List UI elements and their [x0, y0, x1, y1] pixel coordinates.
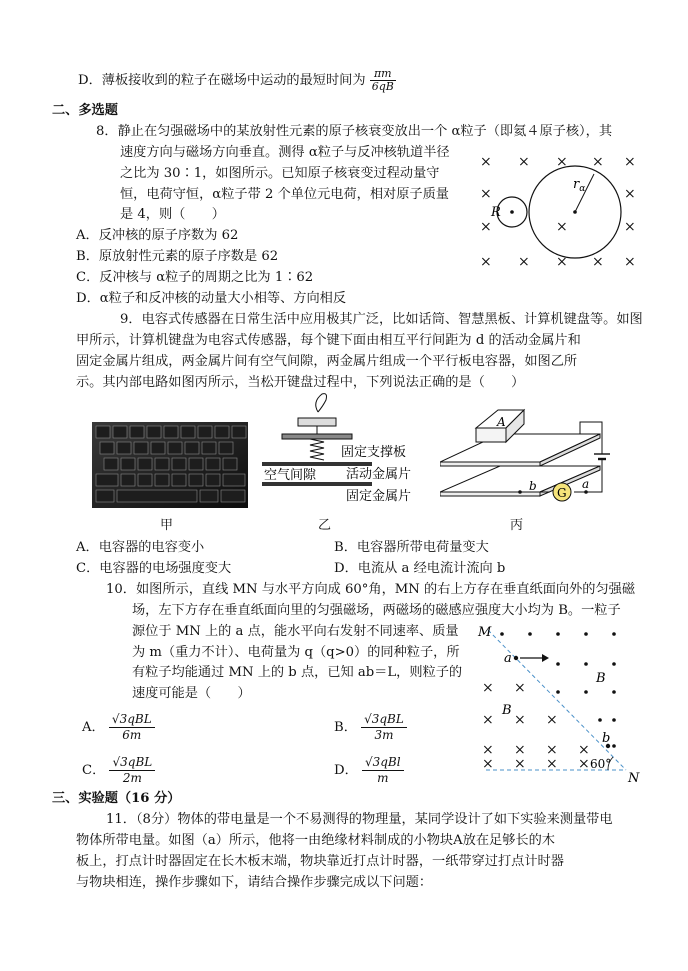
label-b: b [602, 731, 611, 746]
q9-line-2: 甲所示，计算机键盘为电容式传感器，每个键下面由相互平行间距为 d 的活动金属片和 [76, 333, 581, 348]
cross-mark: × [624, 186, 636, 202]
figure-caption-bing: 丙 [510, 518, 524, 533]
option-fraction [109, 755, 155, 786]
cross-mark: × [480, 219, 492, 235]
option-label: D． [334, 763, 358, 778]
finger-icon [316, 394, 327, 412]
q11-line-1: 11．（8分）物体的带电量是一个不易测得的物理量，某同学设计了如下实验来测量带电 [106, 812, 613, 827]
fraction-numerator: √3qBL [361, 712, 407, 728]
label-a: a [504, 651, 512, 666]
q8-option-d: D．α粒子和反冲核的动量大小相等、方向相反 [76, 291, 347, 306]
key-block-a-label: A [497, 415, 506, 429]
option-fraction [362, 755, 404, 786]
cross-marks [480, 154, 636, 270]
support-plate [282, 434, 352, 439]
label-field-out: B [596, 671, 606, 686]
q10-field-figure [474, 620, 646, 784]
recoil-radius-label: R [491, 205, 501, 220]
keyboard-photo [92, 422, 248, 508]
q9-line-4: 示。其内部电路如图丙所示，当松开键盘过程中，下列说法正确的是（ ） [76, 375, 525, 390]
key-capacitor-figure [262, 392, 432, 512]
fraction-denominator: 2m [122, 771, 142, 785]
fraction-numerator: √3qBl [362, 755, 404, 771]
q11-line-3: 板上，打点计时器固定在长木板末端，物块靠近打点计时器，一纸带穿过打点计时器 [76, 854, 564, 869]
label-field-in: B [502, 703, 512, 718]
q10-line-5: 有粒子均能通过 MN 上的 b 点，已知 ab＝L，则粒子的 [132, 665, 463, 680]
section-3-heading: 三、实验题（16 分） [52, 791, 181, 806]
velocity-arrow [542, 654, 549, 662]
cross-mark: × [546, 742, 558, 758]
cross-mark: × [482, 756, 494, 772]
q7-option-d [78, 68, 396, 93]
q8-line-2: 速度方向与磁场方向垂直。测得 α粒子与反冲核轨道半径 [120, 145, 450, 160]
figure-caption-yi: 乙 [318, 518, 332, 533]
section-2-heading: 二、多选题 [52, 103, 118, 118]
circuit-figure [440, 402, 630, 510]
cross-mark: × [624, 219, 636, 235]
option-label: B． [334, 720, 357, 735]
fraction-denominator: 3m [374, 728, 394, 742]
q11-line-2: 物体所带电量。如图（a）所示，他将一由绝缘材料制成的小物块A放在足够长的木 [76, 833, 555, 848]
fraction-denominator: 6qB [371, 80, 394, 93]
q10-line-4: 为 m（重力不计）、电荷量为 q（q>0）的同种粒子，所 [132, 645, 460, 660]
air-gap-label: 空气间隙 [264, 468, 317, 483]
point-a [514, 656, 518, 660]
q10-option-d [334, 755, 404, 786]
label-n: N [628, 771, 640, 784]
fraction-numerator: πm [370, 68, 396, 81]
angle-label: 60° [590, 757, 612, 771]
q9-option-a: A．电容器的电容变小 [76, 540, 205, 555]
q10-option-c [82, 755, 155, 786]
cross-mark: × [624, 254, 636, 270]
option-fraction [361, 712, 407, 743]
label-m: M [478, 625, 492, 640]
q8-option-a: A．反冲核的原子序数为 62 [76, 228, 239, 243]
q9-line-3: 固定金属片组成，两金属片间有空气间隙，两金属片组成一个平行板电容器，如图乙所 [76, 354, 578, 369]
cross-mark: × [556, 254, 568, 270]
fraction-numerator: √3qBL [109, 712, 155, 728]
q8-line-5: 是 4，则（ ） [120, 207, 225, 222]
support-plate-label: 固定支撑板 [341, 445, 407, 460]
cross-mark: × [482, 742, 494, 758]
cross-mark: × [518, 254, 530, 270]
cross-mark: × [578, 756, 590, 772]
q8-option-c: C．反冲核与 α粒子的周期之比为 1∶62 [76, 270, 314, 285]
cross-mark: × [514, 742, 526, 758]
cross-mark: × [546, 756, 558, 772]
q10-line-3: 源位于 MN 上的 a 点，能水平向右发射不同速率、质量 [132, 624, 459, 639]
q8-line-1: 8．静止在匀强磁场中的某放射性元素的原子核衰变放出一个 α粒子（即氦４原子核），其 [96, 124, 613, 139]
q8-option-b: B．原放射性元素的原子序数是 62 [76, 249, 279, 264]
fraction-denominator: m [377, 771, 389, 785]
cross-mark: × [546, 712, 558, 728]
q9-line-1: 9．电容式传感器在日常生活中应用极其广泛，比如话筒、智慧黑板、计算机键盘等。如图 [120, 312, 643, 327]
q9-option-d: D．电流从 a 经电流计流向 b [334, 561, 506, 576]
cross-mark: × [514, 712, 526, 728]
q9-option-c: C．电容器的电场强度变大 [76, 561, 232, 576]
q10-option-b [334, 712, 407, 743]
figure-caption-jia: 甲 [160, 518, 174, 533]
moving-plate-label: 活动金属片 [346, 467, 412, 482]
q7-option-d-fraction [370, 68, 396, 93]
spring [310, 439, 324, 460]
cross-mark: × [624, 154, 636, 170]
cross-mark: × [514, 680, 526, 696]
q11-line-4: 与物块相连，操作步骤如下，请结合操作步骤完成以下问题： [76, 875, 433, 890]
fraction-denominator: 6m [122, 728, 142, 742]
option-fraction [109, 712, 155, 743]
q8-line-4: 恒，电荷守恒，α粒子带 2 个单位元电荷，相对原子质量 [120, 187, 449, 202]
cross-mark: × [514, 756, 526, 772]
cross-mark: × [578, 742, 590, 758]
node-a-label: a [582, 477, 590, 491]
q9-option-b: B．电容器所带电荷量变大 [334, 540, 489, 555]
cross-mark: × [482, 712, 494, 728]
alpha-radius-label: $r_\alpha$ [573, 177, 586, 194]
galvanometer-label: G [557, 486, 567, 500]
fraction-numerator: √3qBL [109, 755, 155, 771]
q10-option-a [82, 712, 155, 743]
option-label: C． [82, 763, 106, 778]
key-cap [298, 418, 336, 426]
cross-mark: × [556, 154, 568, 170]
cross-mark: × [556, 219, 568, 235]
fixed-plate-label: 固定金属片 [346, 489, 412, 504]
cross-mark: × [592, 254, 604, 270]
field-crosses [482, 680, 590, 772]
q10-line-6: 速度可能是（ ） [132, 686, 251, 701]
q8-line-3: 之比为 30∶1，如图所示。已知原子核衰变过程动量守 [120, 166, 440, 181]
cross-mark: × [480, 186, 492, 202]
moving-plate [262, 462, 372, 466]
q7-option-d-text: D．薄板接收到的粒子在磁场中运动的最短时间为 [78, 73, 366, 88]
cross-mark: × [482, 680, 494, 696]
cross-mark: × [592, 154, 604, 170]
q8-orbit-figure [472, 148, 642, 273]
q10-line-1: 10．如图所示，直线 MN 与水平方向成 60°角，MN 的右上方存在垂直纸面向外的匀强磁 [106, 582, 636, 597]
option-label: A． [82, 720, 105, 735]
cross-mark: × [480, 254, 492, 270]
cross-mark: × [518, 154, 530, 170]
q10-line-2: 场，左下方存在垂直纸面向里的匀强磁场，两磁场的磁感应强度大小均为 B。一粒子 [132, 603, 621, 618]
node-b-label: b [529, 479, 537, 493]
cross-mark: × [480, 154, 492, 170]
